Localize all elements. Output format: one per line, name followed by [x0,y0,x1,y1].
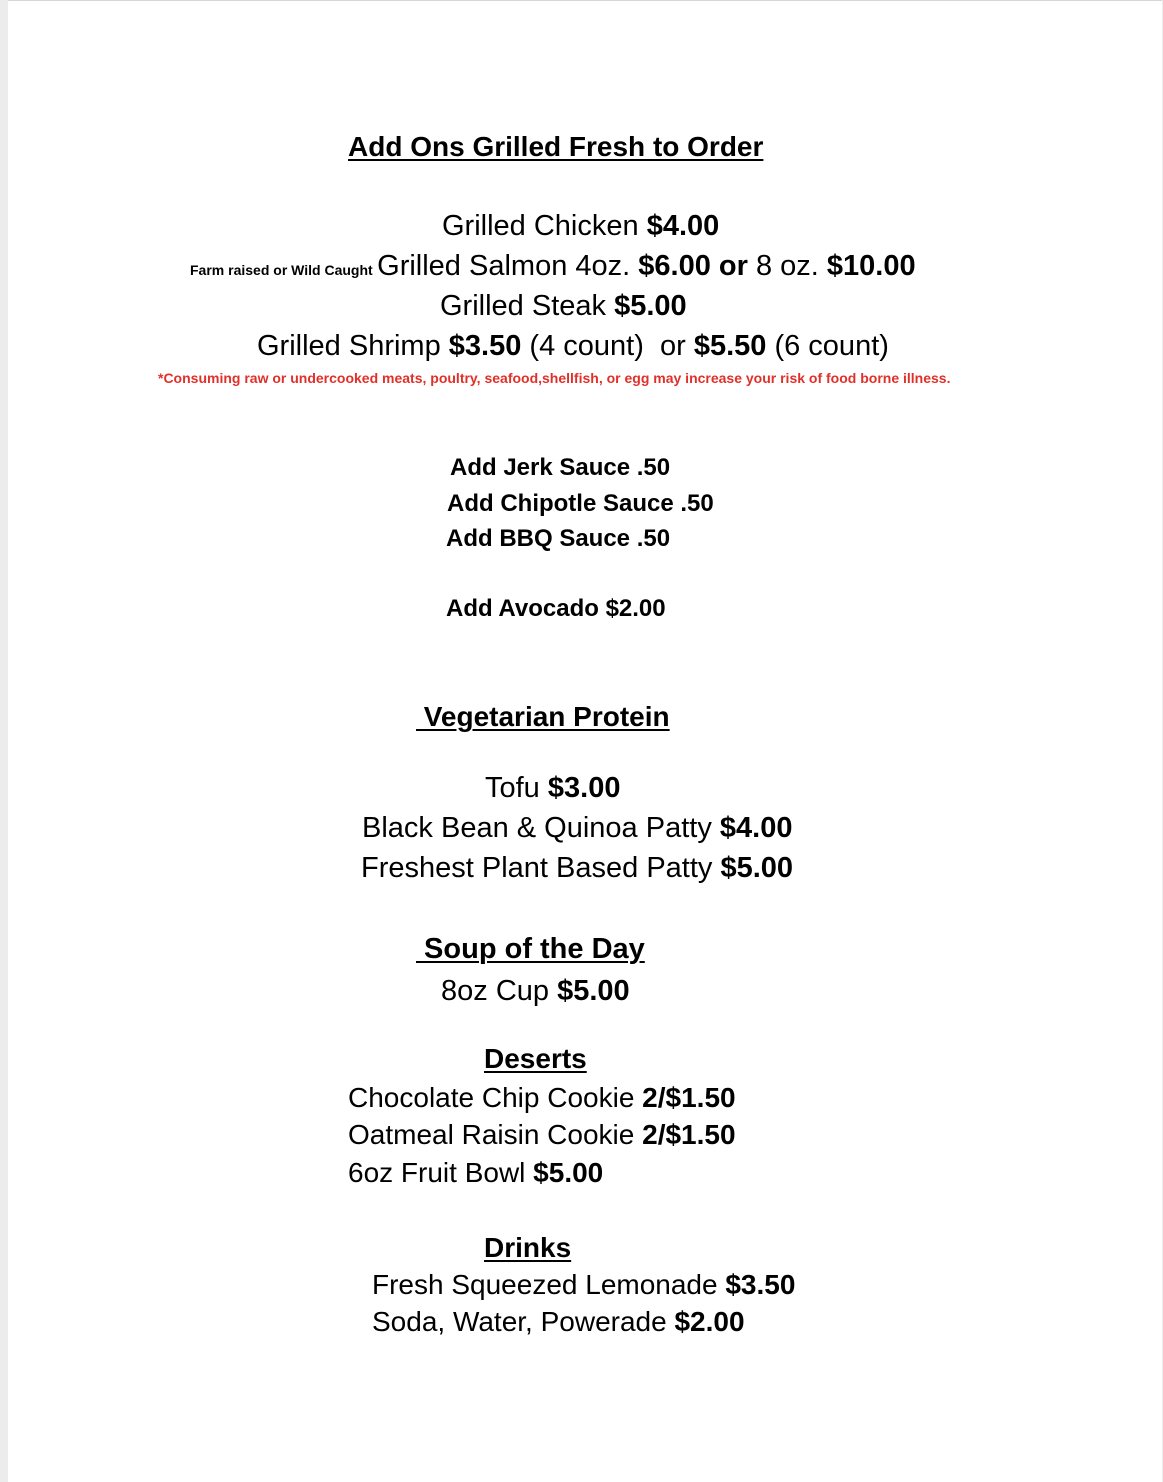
item-price: 2/$1.50 [642,1082,736,1113]
menu-item-lemonade [372,1271,795,1299]
item-name: Tofu [485,772,548,804]
item-price: $5.00 [720,852,794,884]
menu-item-fruit-bowl [348,1159,603,1187]
menu-item-grilled-steak [440,292,687,321]
menu-page [8,0,1162,1482]
item-price: $4.00 [646,210,720,242]
item-name: Chocolate Chip Cookie [348,1082,643,1113]
item-price: $3.50 [725,1269,796,1300]
sauce-bbq: Add BBQ Sauce .50 [446,525,671,552]
sauce-chipotle: Add Chipotle Sauce .50 [447,490,714,517]
item-price: $4.00 [719,812,793,844]
item-price: $5.00 [533,1157,604,1188]
item-price: $5.50 [693,330,767,362]
menu-item-soup-cup [441,977,630,1006]
item-price: $3.00 [547,772,621,804]
item-name: Freshest Plant Based Patty [361,852,721,884]
or-text: or [710,250,748,282]
addons-heading: Add Ons Grilled Fresh to Order [348,131,764,162]
item-name: 6oz Fruit Bowl [348,1157,534,1188]
item-name: Grilled Steak [440,290,615,322]
menu-item-tofu [485,774,620,803]
menu-item-oatmeal-raisin-cookie [348,1121,736,1149]
item-name: Grilled Salmon 4oz. [377,250,639,282]
item-price: 2/$1.50 [642,1119,736,1150]
item-name: Soda, Water, Powerade [372,1306,675,1337]
item-price: $6.00 [638,250,711,282]
soup-heading: Soup of the Day [416,933,645,965]
item-name: Grilled Shrimp [257,330,449,362]
item-count: (4 count) or [521,330,694,362]
item-count: (6 count) [766,330,889,362]
item-name: Oatmeal Raisin Cookie [348,1119,643,1150]
deserts-heading: Deserts [484,1043,587,1074]
drinks-heading: Drinks [484,1232,572,1263]
menu-item-grilled-salmon [190,252,916,281]
item-price: $5.00 [557,975,630,1007]
menu-item-plant-based-patty [361,854,793,883]
item-name: Black Bean & Quinoa Patty [362,812,720,844]
menu-item-grilled-shrimp [257,332,889,361]
item-name: 8oz Cup [441,975,558,1007]
item-name: Grilled Chicken [442,210,647,242]
item-price: $3.50 [448,330,522,362]
item-price: $5.00 [614,290,687,322]
vegetarian-heading: Vegetarian Protein [416,701,670,732]
food-safety-warning: *Consuming raw or undercooked meats, poultry, seafood,shellfish, or egg may increase your risk of food borne illness. [158,370,951,386]
menu-item-black-bean-patty [362,814,792,843]
menu-item-soda-water-powerade [372,1308,745,1336]
addon-avocado: Add Avocado $2.00 [446,595,666,622]
item-name: Fresh Squeezed Lemonade [372,1269,726,1300]
item-price: $10.00 [826,250,916,282]
item-size: 8 oz. [747,250,827,282]
menu-item-grilled-chicken [442,212,719,241]
salmon-source-note: Farm raised or Wild Caught [190,262,373,278]
item-price: $2.00 [674,1306,745,1337]
menu-item-chocolate-chip-cookie [348,1084,736,1112]
sauce-jerk: Add Jerk Sauce .50 [450,454,671,481]
